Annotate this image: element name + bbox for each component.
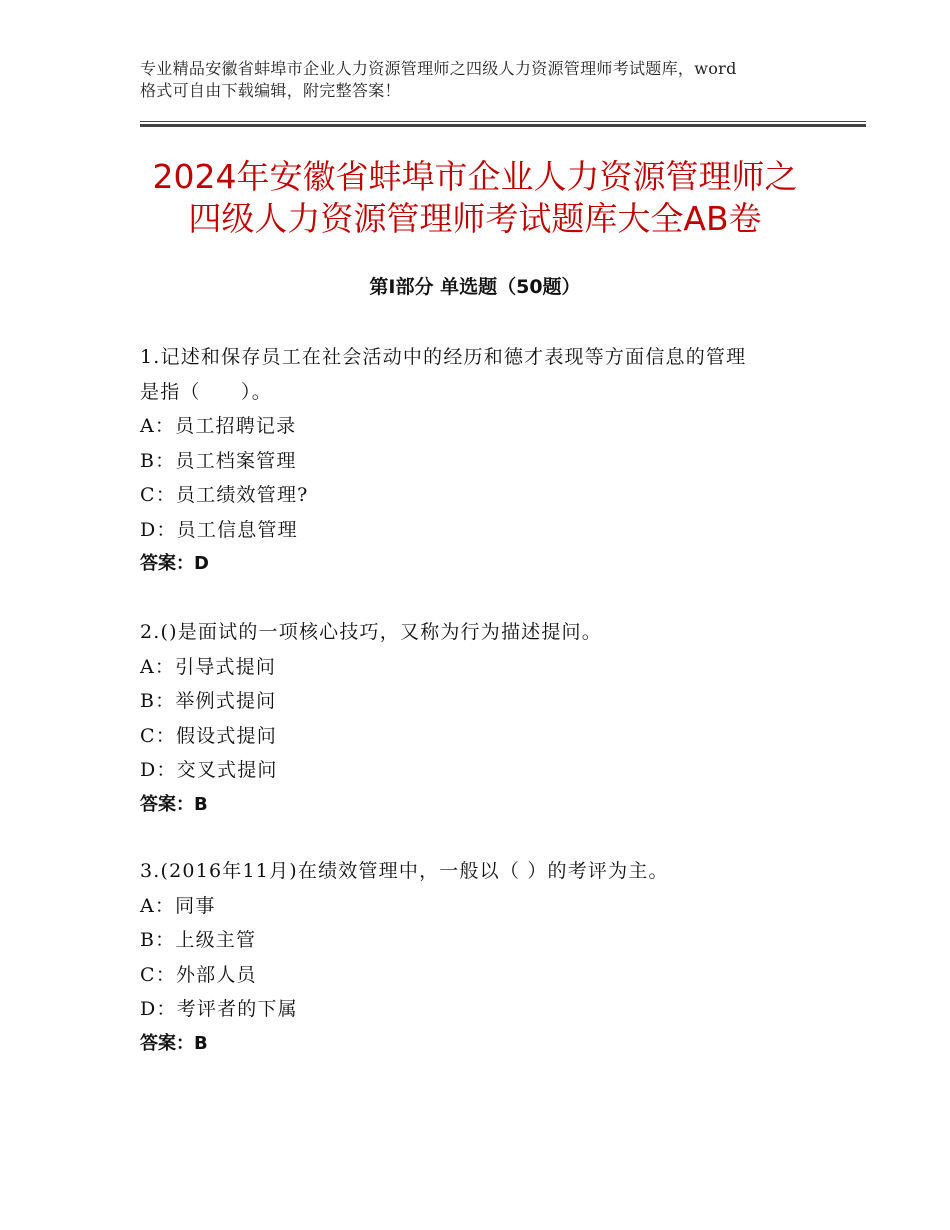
question-block (140, 854, 840, 1061)
header-note-line: 格式可自由下载编辑，附完整答案！ (140, 81, 401, 100)
answer-label: 答案：B (140, 793, 208, 815)
option-d: D：考评者的下属 (140, 998, 298, 1020)
option-c: C：员工绩效管理? (140, 484, 309, 506)
document-title (80, 156, 870, 240)
option-c: C：外部人员 (140, 963, 257, 986)
question-stem: 2.()是面试的一项核心技巧，又称为行为描述提问。 (140, 621, 602, 643)
question-block (140, 615, 840, 822)
header-note-line: 专业精品安徽省蚌埠市企业人力资源管理师之四级人力资源管理师考试题库，word (140, 59, 737, 78)
option-d: D：交叉式提问 (140, 759, 278, 781)
question-stem: 1.记述和保存员工在社会活动中的经历和德才表现等方面信息的管理 (140, 346, 747, 368)
document-title-line: 四级人力资源管理师考试题库大全AB卷 (188, 199, 762, 238)
question-stem: 是指（ ）。 (140, 380, 272, 403)
option-b: B：上级主管 (140, 929, 257, 951)
option-a: A：同事 (140, 894, 216, 917)
option-b: B：举例式提问 (140, 690, 277, 712)
option-d: D：员工信息管理 (140, 518, 298, 541)
header-note (140, 58, 830, 102)
header-divider-thick (140, 124, 866, 127)
answer-label: 答案：B (140, 1032, 208, 1054)
question-stem: 3.(2016年11月)在绩效管理中，一般以（ ）的考评为主。 (140, 860, 669, 882)
question-block (140, 340, 840, 582)
section-heading: 第Ⅰ部分 单选题（50题） (369, 276, 581, 298)
answer-label: 答案：D (140, 553, 209, 574)
option-b: B：员工档案管理 (140, 449, 297, 472)
document-title-line: 2024年安徽省蚌埠市企业人力资源管理师之 (152, 157, 798, 196)
header-divider (140, 121, 866, 122)
option-a: A：员工招聘记录 (140, 415, 297, 437)
option-a: A：引导式提问 (140, 655, 277, 678)
option-c: C：假设式提问 (140, 724, 277, 747)
